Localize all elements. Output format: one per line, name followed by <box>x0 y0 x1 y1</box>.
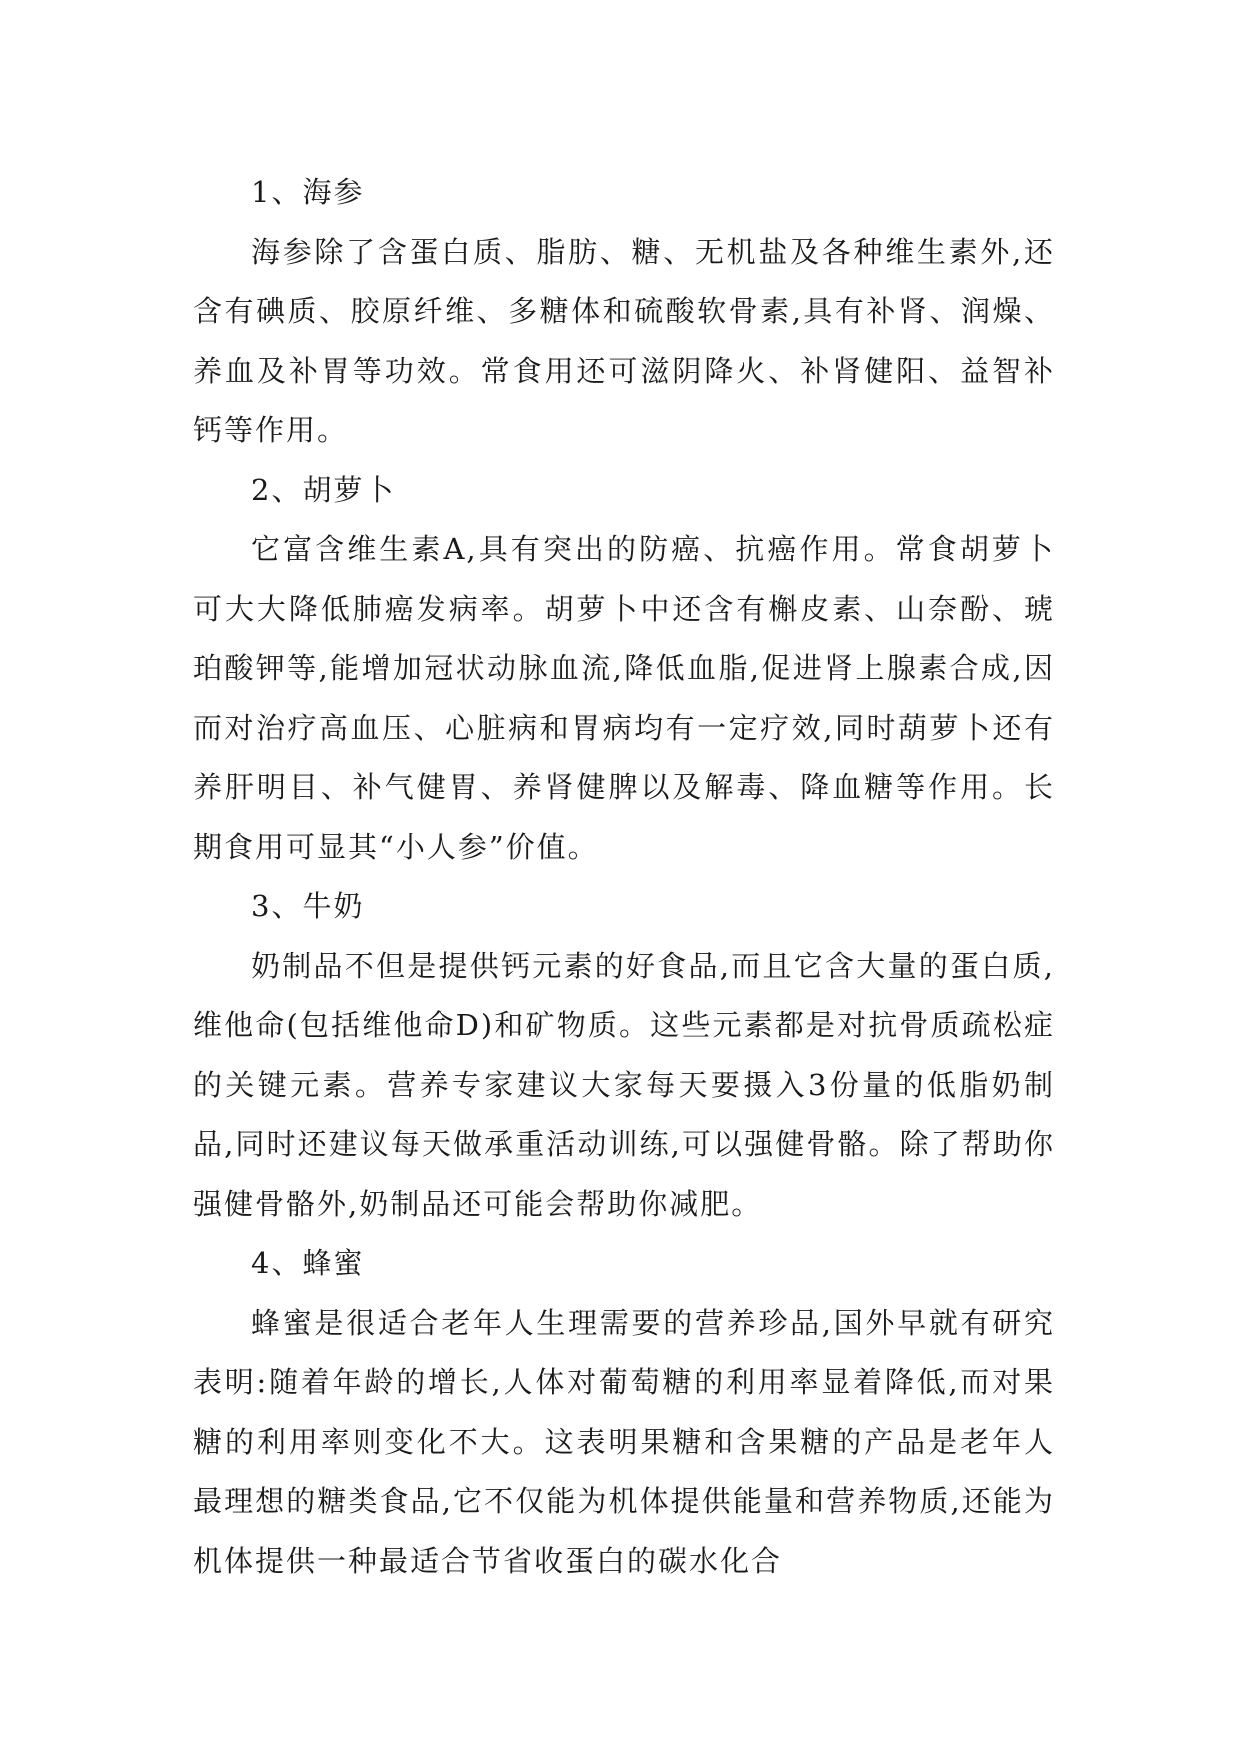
section-heading: 1、海参 <box>251 175 365 209</box>
section-paragraph: 它富含维生素A,具有突出的防癌、抗癌作用。常食胡萝卜可大大降低肺癌发病率。胡萝卜中还含有槲皮素、山奈酚、琥珀酸钾等,能增加冠状动脉血流,降低血脂,促进肾上腺素合成,因而对治疗高血压、心脏病和胃病均有一定疗效,同时葫萝卜还有养肝明目、补气健胃、养肾健脾以及解毒、降血糖等作用。长期食用可显其“小人参”价值。 <box>193 532 1055 864</box>
section-heading: 4、蜂蜜 <box>251 1246 365 1280</box>
section-heading: 3、牛奶 <box>251 889 365 923</box>
section-paragraph: 奶制品不但是提供钙元素的好食品,而且它含大量的蛋白质,维他命(包括维他命D)和矿物质。这些元素都是对抗骨质疏松症的关键元素。营养专家建议大家每天要摄入3份量的低脂奶制品,同时还建议每天做承重活动训练,可以强健骨骼。除了帮助你强健骨骼外,奶制品还可能会帮助你减肥。 <box>193 948 1055 1221</box>
section-paragraph: 海参除了含蛋白质、脂肪、糖、无机盐及各种维生素外,还含有碘质、胶原纤维、多糖体和硫酸软骨素,具有补肾、润燥、养血及补胃等功效。常食用还可滋阴降火、补肾健阳、益智补钙等作用。 <box>193 234 1055 447</box>
section-heading: 2、胡萝卜 <box>251 472 396 507</box>
section-paragraph: 蜂蜜是很适合老年人生理需要的营养珍品,国外早就有研究表明:随着年龄的增长,人体对葡萄糖的利用率显着降低,而对果糖的利用率则变化不大。这表明果糖和含果糖的产品是老年人最理想的糖类食品,它不仅能为机体提供能量和营养物质,还能为机体提供一种最适合节省收蛋白的碳水化合 <box>193 1305 1055 1578</box>
document-body <box>193 163 1055 1591</box>
